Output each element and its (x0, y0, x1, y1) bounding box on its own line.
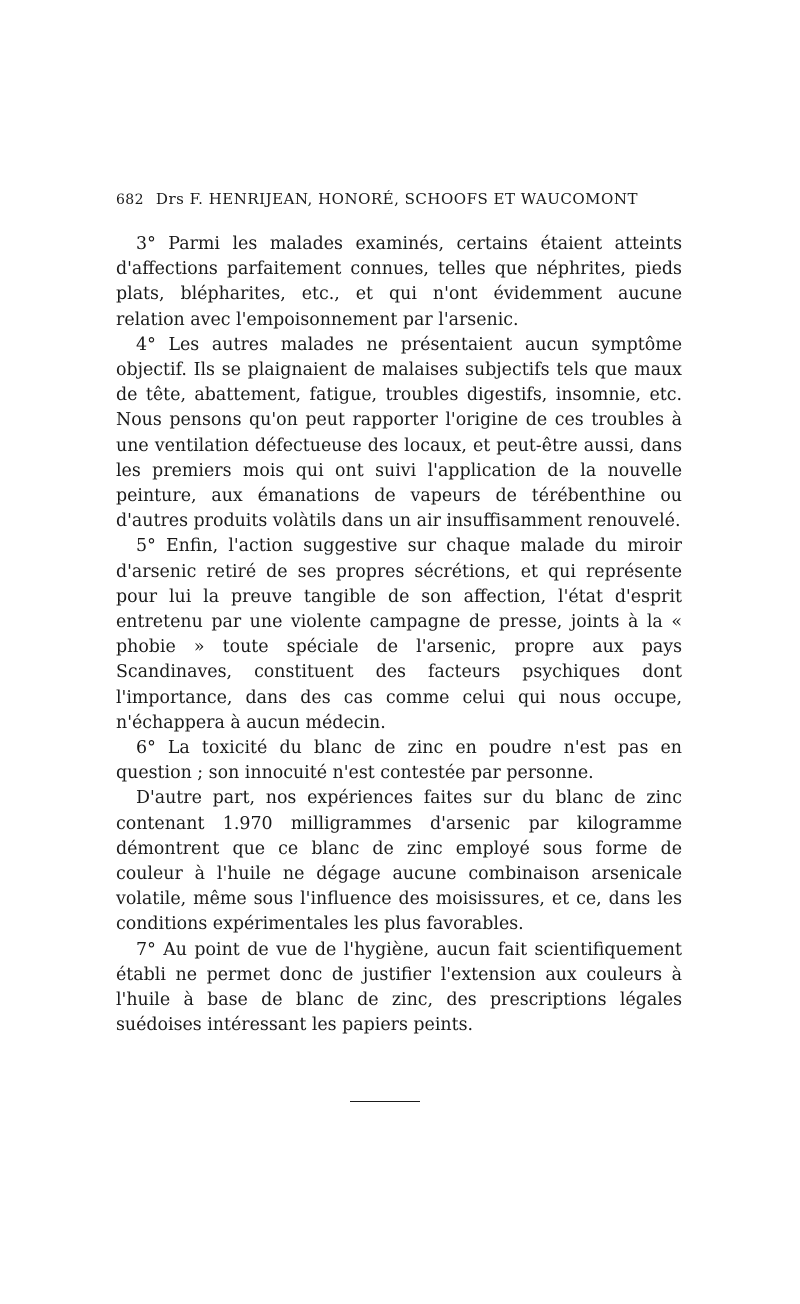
page-number: 682 (116, 192, 144, 208)
paragraph-3: 3° Parmi les malades examinés, certains étaient atteints d'affections parfaitement connues, telles que néphrites, pieds plats, blépharites, etc., et qui n'ont évidemment aucune relation avec l'empoisonnement par l'arsenic. (116, 234, 682, 330)
paragraph-7: 7° Au point de vue de l'hygiène, aucun fait scientifiquement établi ne permet donc de justifier l'extension aux couleurs à l'huile à base de blanc de zinc, des prescriptions légales suédoises intéressant les papiers peints. (116, 939, 682, 1036)
document-page (116, 190, 682, 1039)
paragraph-5: 5° Enfin, l'action suggestive sur chaque malade du miroir d'arsenic retiré de ses propres sécrétions, et qui représente pour lui la preuve tangible de son affection, l'état d'esprit entretenu par une violente campagne de presse, joints à la « phobie » toute spéciale de l'arsenic, propre aux pays Scandinaves, constituent des facteurs psychiques dont l'importance, dans des cas comme celui qui nous occupe, n'échappera à aucun médecin. (116, 536, 682, 733)
body-text (116, 232, 682, 1039)
closing-rule (350, 1101, 420, 1102)
running-head (116, 190, 682, 218)
paragraph-6: 6° La toxicité du blanc de zinc en poudre n'est pas en question ; son innocuité n'est contestée par personne. (116, 738, 682, 784)
running-title: Drs F. HENRIJEAN, HONORÉ, SCHOOFS ET WAUCOMONT (155, 190, 638, 208)
paragraph-6-continued: D'autre part, nos expériences faites sur du blanc de zinc contenant 1.970 milligrammes d'arsenic par kilogramme démontrent que ce blanc de zinc employé sous forme de couleur à l'huile ne dégage aucune combinaison arsenicale volatile, même sous l'influence des moisissures, et ce, dans les conditions expérimentales les plus favorables. (116, 788, 682, 935)
paragraph-4: 4° Les autres malades ne présentaient aucun symptôme objectif. Ils se plaignaient de malaises subjectifs tels que maux de tête, abattement, fatigue, troubles digestifs, insomnie, etc. Nous pensons qu'on peut rapporter l'origine de ces troubles à une ventilation défectueuse des locaux, et peut-être aussi, dans les premiers mois qui ont suivi l'application de la nouvelle peinture, aux émanations de vapeurs de térébenthine ou d'autres produits volàtils dans un air insuffisamment renouvelé. (116, 334, 682, 532)
